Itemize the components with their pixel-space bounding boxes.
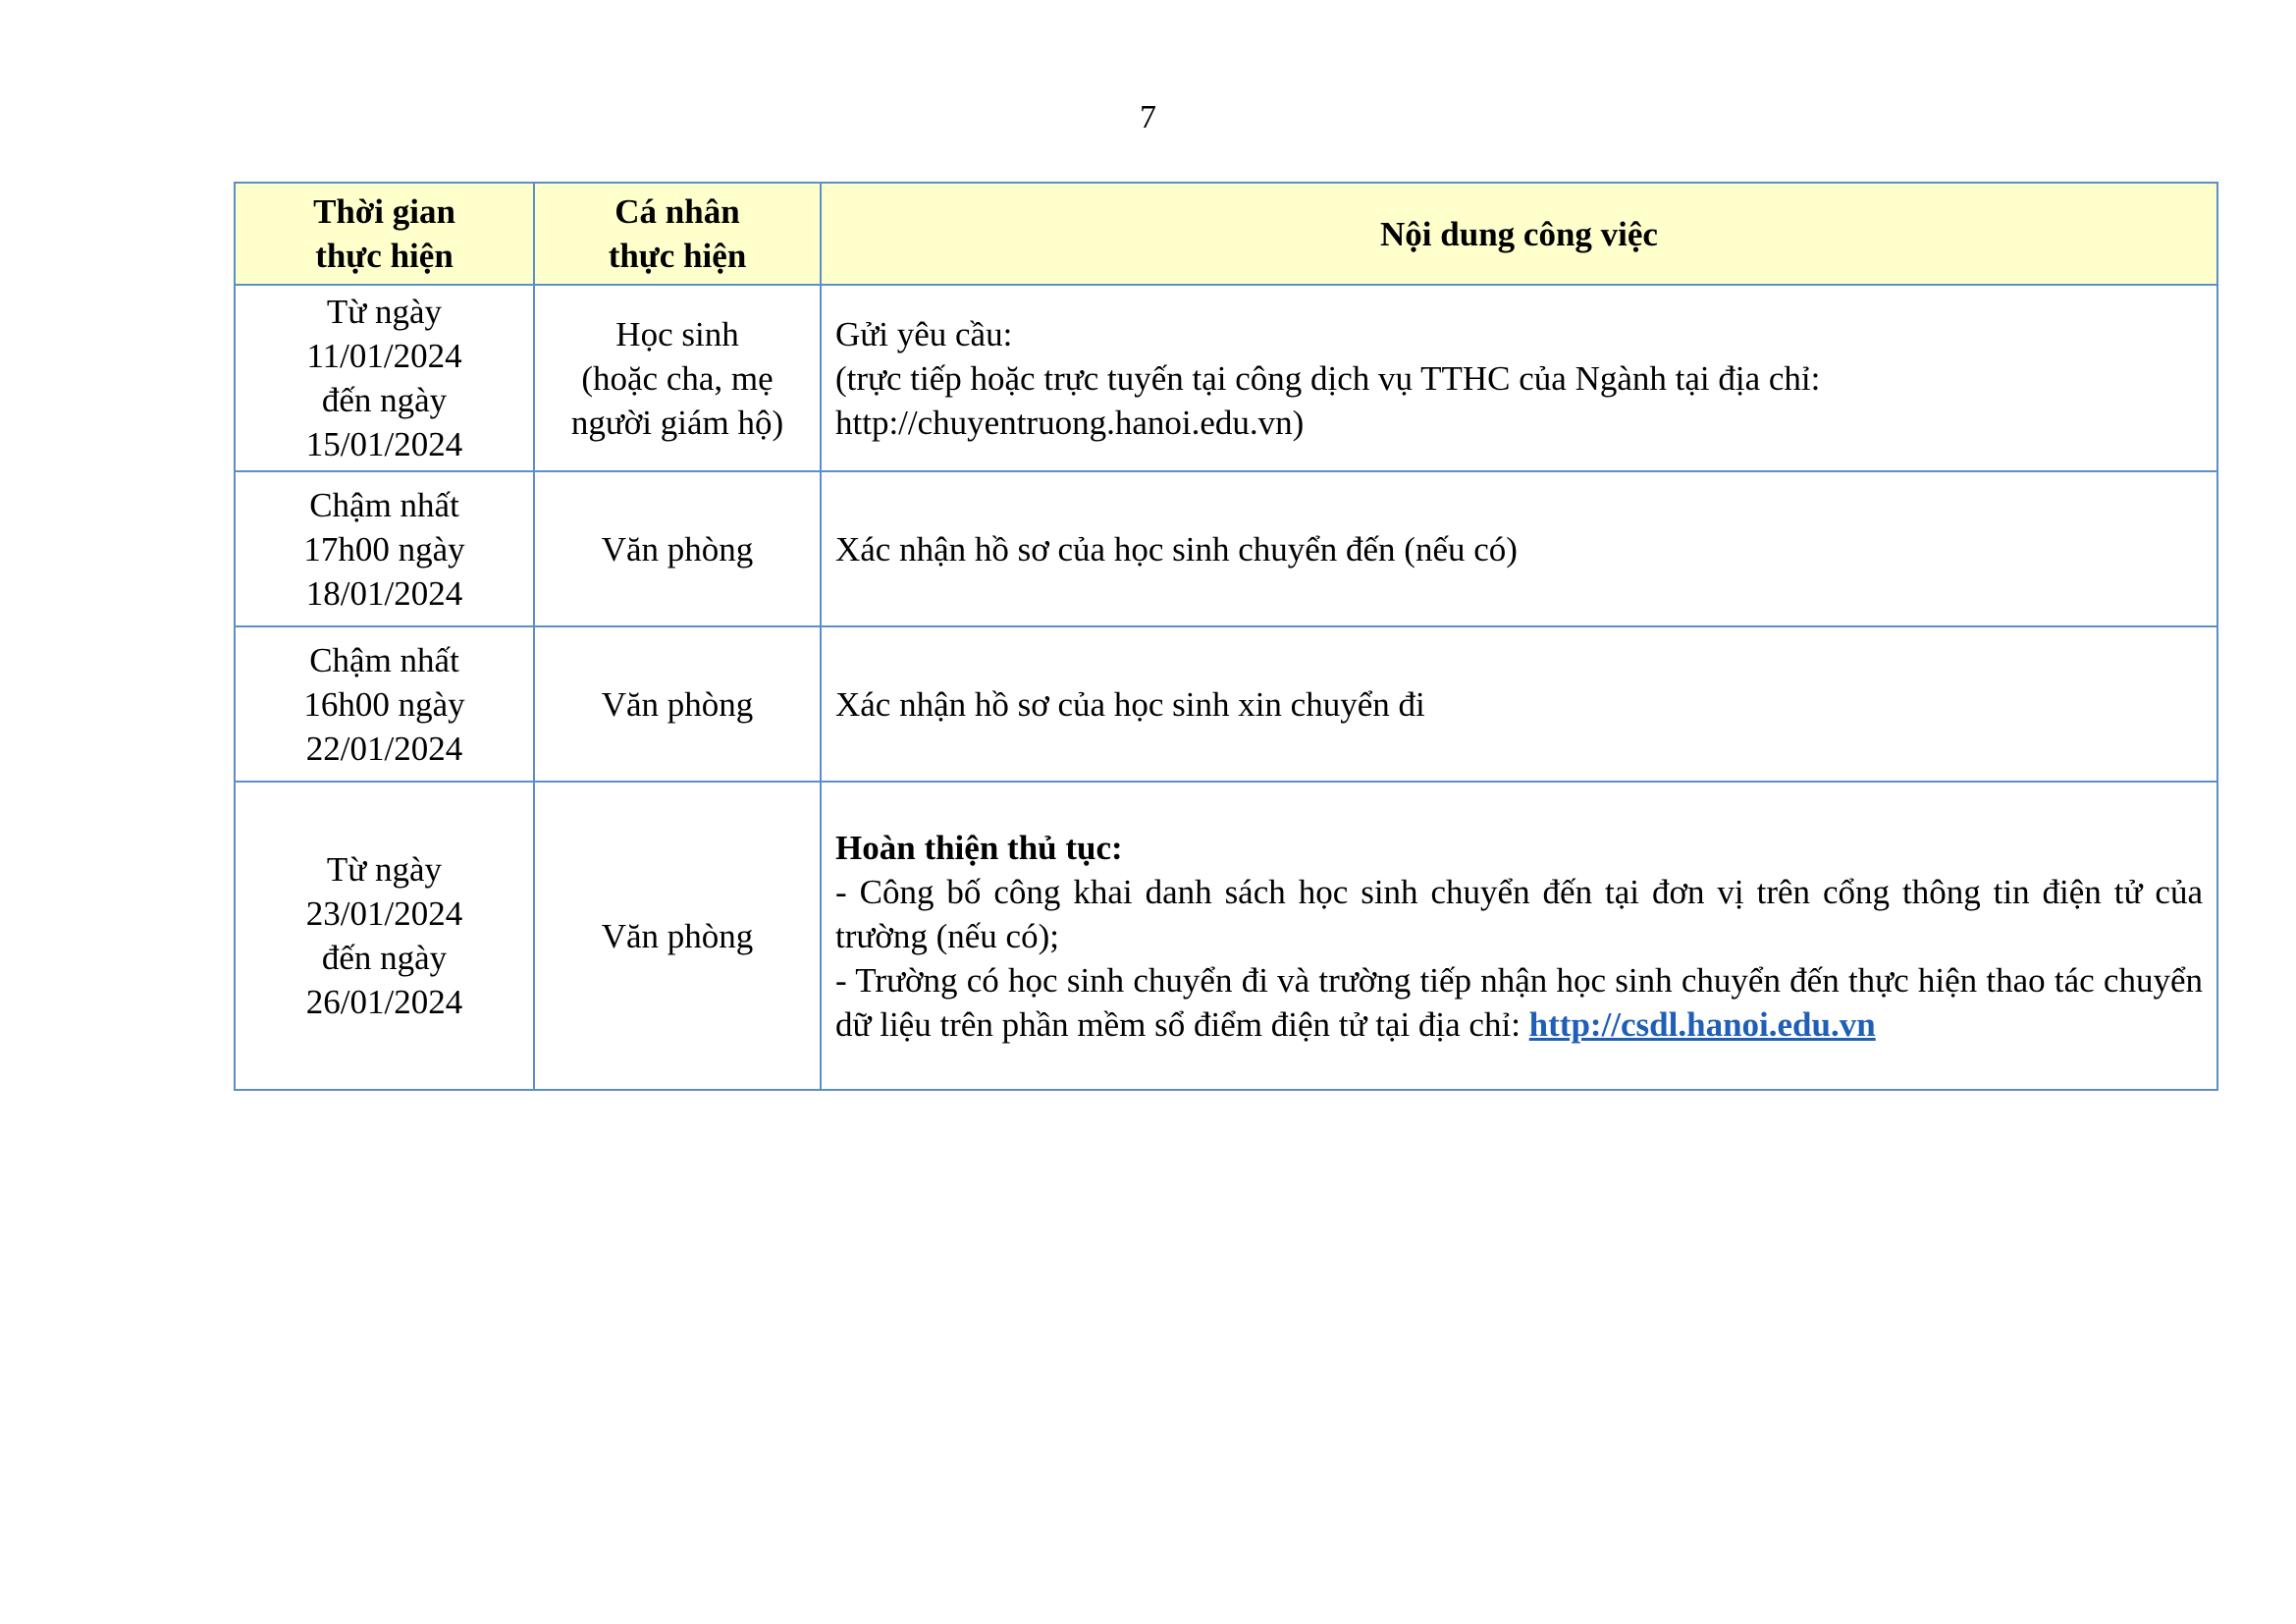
cell-time: Từ ngày 23/01/2024 đến ngày 26/01/2024	[235, 782, 534, 1090]
cell-content	[821, 782, 2217, 1090]
table-row	[235, 471, 2217, 626]
content-heading: Hoàn thiện thủ tục:	[835, 828, 1123, 867]
cell-person: Văn phòng	[534, 471, 821, 626]
table-header-row	[235, 183, 2217, 285]
csdl-link[interactable]: http://csdl.hanoi.edu.vn	[1528, 1004, 1876, 1044]
cell-time: Chậm nhất 16h00 ngày 22/01/2024	[235, 626, 534, 782]
header-time: Thời gian thực hiện	[235, 183, 534, 285]
cell-time: Từ ngày 11/01/2024 đến ngày 15/01/2024	[235, 285, 534, 471]
cell-time: Chậm nhất 17h00 ngày 18/01/2024	[235, 471, 534, 626]
header-content: Nội dung công việc	[821, 183, 2217, 285]
page-number: 7	[1140, 99, 1156, 135]
cell-person: Văn phòng	[534, 626, 821, 782]
cell-person: Học sinh (hoặc cha, mẹ người giám hộ)	[534, 285, 821, 471]
content-item: - Công bố công khai danh sách học sinh chuyển đến tại đơn vị trên cổng thông tin điện tử của trường (nếu có);	[835, 872, 2203, 955]
cell-content: Xác nhận hồ sơ của học sinh xin chuyển đi	[821, 626, 2217, 782]
table-row	[235, 285, 2217, 471]
schedule-table	[234, 182, 2218, 1091]
header-person: Cá nhân thực hiện	[534, 183, 821, 285]
cell-content: Gửi yêu cầu: (trực tiếp hoặc trực tuyến tại công dịch vụ TTHC của Ngành tại địa chỉ: http://chuyentruong.hanoi.edu.vn)	[821, 285, 2217, 471]
table-row	[235, 626, 2217, 782]
table-row	[235, 782, 2217, 1090]
cell-person: Văn phòng	[534, 782, 821, 1090]
content-item: - Trường có học sinh chuyển đi và trường tiếp nhận học sinh chuyển đến thực hiện thao tác chuyển dữ liệu trên phần mềm sổ điểm điện tử tại địa chỉ: http://csdl.hanoi.edu.vn	[835, 960, 2203, 1044]
cell-content: Xác nhận hồ sơ của học sinh chuyển đến (nếu có)	[821, 471, 2217, 626]
